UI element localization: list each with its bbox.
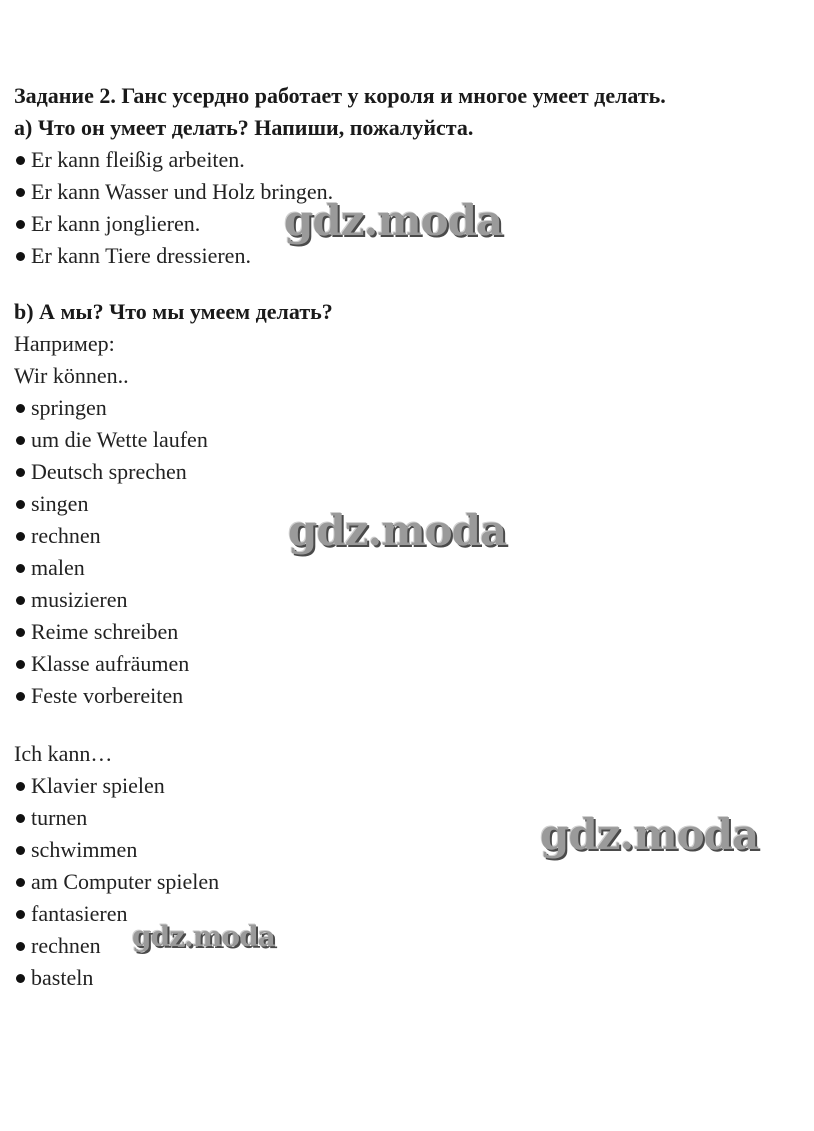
bullet-icon xyxy=(16,628,25,637)
bullet-icon xyxy=(16,188,25,197)
part-a-list xyxy=(14,144,804,272)
list-item: Klavier spielen xyxy=(14,770,804,802)
bullet-icon xyxy=(16,846,25,855)
bullet-icon xyxy=(16,942,25,951)
bullet-icon xyxy=(16,564,25,573)
worksheet xyxy=(14,80,804,994)
bullet-icon xyxy=(16,660,25,669)
bullet-icon xyxy=(16,404,25,413)
part-a-question: a) Что он умеет делать? Напиши, пожалуйста. xyxy=(14,115,474,140)
bullet-icon xyxy=(16,252,25,261)
watermark: gdz.moda xyxy=(284,196,503,245)
list-item: singen xyxy=(14,488,804,520)
list-item: um die Wette laufen xyxy=(14,424,804,456)
list-item: Er kann Tiere dressieren. xyxy=(14,240,804,272)
wir-intro: Wir können.. xyxy=(14,363,129,388)
list-item: basteln xyxy=(14,962,804,994)
watermark: gdz.moda xyxy=(540,810,759,859)
ich-list xyxy=(14,770,804,994)
list-item: Deutsch sprechen xyxy=(14,456,804,488)
task-title: Задание 2. Ганс усердно работает у короля и многое умеет делать. xyxy=(14,83,666,108)
list-item: Reime schreiben xyxy=(14,616,804,648)
list-item: Feste vorbereiten xyxy=(14,680,804,712)
bullet-icon xyxy=(16,878,25,887)
watermark: gdz.moda xyxy=(288,506,507,555)
spacer xyxy=(14,272,804,296)
list-item: rechnen xyxy=(14,520,804,552)
watermark: gdz.moda xyxy=(132,920,275,953)
list-item: fantasieren xyxy=(14,898,804,930)
wir-list xyxy=(14,392,804,712)
bullet-icon xyxy=(16,814,25,823)
bullet-icon xyxy=(16,156,25,165)
spacer xyxy=(14,712,804,738)
bullet-icon xyxy=(16,468,25,477)
list-item: rechnen xyxy=(14,930,804,962)
bullet-icon xyxy=(16,500,25,509)
bullet-icon xyxy=(16,692,25,701)
bullet-icon xyxy=(16,596,25,605)
list-item: springen xyxy=(14,392,804,424)
ich-intro: Ich kann… xyxy=(14,741,113,766)
example-label: Например: xyxy=(14,331,115,356)
bullet-icon xyxy=(16,532,25,541)
bullet-icon xyxy=(16,436,25,445)
list-item: Er kann Wasser und Holz bringen. xyxy=(14,176,804,208)
part-b-question: b) А мы? Что мы умеем делать? xyxy=(14,299,333,324)
bullet-icon xyxy=(16,910,25,919)
list-item: am Computer spielen xyxy=(14,866,804,898)
list-item: schwimmen xyxy=(14,834,804,866)
bullet-icon xyxy=(16,974,25,983)
list-item: turnen xyxy=(14,802,804,834)
list-item: Er kann jonglieren. xyxy=(14,208,804,240)
list-item: Klasse aufräumen xyxy=(14,648,804,680)
bullet-icon xyxy=(16,782,25,791)
list-item: musizieren xyxy=(14,584,804,616)
list-item: malen xyxy=(14,552,804,584)
list-item: Er kann fleißig arbeiten. xyxy=(14,144,804,176)
bullet-icon xyxy=(16,220,25,229)
